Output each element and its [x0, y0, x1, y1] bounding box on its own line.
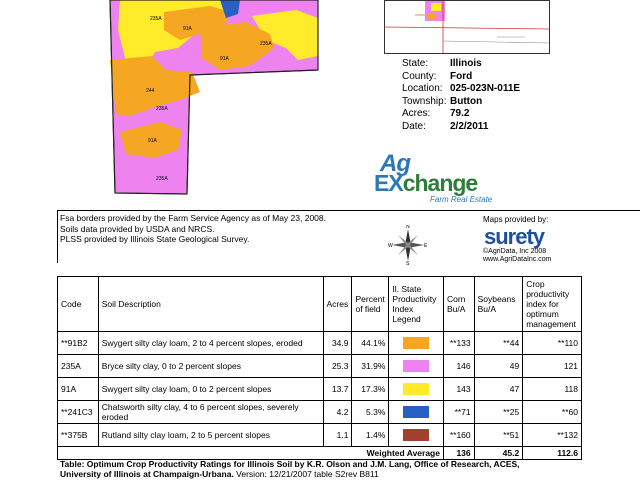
soil-table [57, 276, 582, 460]
cell-corn: **71 [443, 401, 474, 424]
table-caption: Table: Optimum Crop Productivity Ratings for Illinois Soil by K.R. Olson and J.M. Lang, Office of Research, ACES, University of Illinois at Champaign-Urbana. Version: 12/21/2007 table S2rev B811 [60, 459, 520, 479]
compass-e: E [424, 243, 428, 249]
cell-corn: 143 [443, 378, 474, 401]
cell-acres: 34.9 [323, 332, 352, 355]
header-description: Soil Description [98, 277, 323, 332]
map-label: 235A [156, 176, 168, 182]
legend-swatch [403, 429, 429, 441]
source-note: Fsa borders provided by the Farm Service Agency as of May 23, 2008. [60, 213, 326, 223]
cell-cpi: 121 [523, 355, 582, 378]
table-row [58, 378, 582, 401]
weighted-corn: 136 [443, 447, 474, 460]
header-percent: Percent of field [352, 277, 389, 332]
cell-description: Rutland silty clay loam, 2 to 5 percent slopes [98, 424, 323, 447]
header-soybeans: Soybeans Bu/A [474, 277, 523, 332]
cell-code: **375B [58, 424, 99, 447]
info-row-location: Location: 025-023N-011E [402, 83, 521, 94]
map-label: 235A [156, 106, 168, 112]
header-cpi: Crop productivity index for optimum management [523, 277, 582, 332]
header-legend: Il. State Productivity Index Legend [389, 277, 444, 332]
cell-acres: 1.1 [323, 424, 352, 447]
table-row [58, 424, 582, 447]
map-label: 235A [150, 16, 162, 22]
header-code: Code [58, 277, 99, 332]
cell-percent: 31.9% [352, 355, 389, 378]
location-info [402, 58, 520, 133]
info-row-acres: Acres: 79.2 [402, 108, 470, 119]
legend-swatch [403, 383, 429, 395]
cell-soybeans: **44 [474, 332, 523, 355]
surety-logo: Maps provided by: surety ©AgriData, Inc 2008 www.AgriDataInc.com [483, 215, 552, 263]
cell-cpi: **110 [523, 332, 582, 355]
table-row [58, 401, 582, 424]
map-label: 91A [220, 56, 229, 62]
header-acres: Acres [323, 277, 352, 332]
locator-map [384, 0, 550, 54]
cell-soybeans: 47 [474, 378, 523, 401]
map-label: 244 [146, 88, 155, 94]
cell-legend [389, 401, 444, 424]
table-row [58, 332, 582, 355]
cell-cpi: 118 [523, 378, 582, 401]
header-corn: Corn Bu/A [443, 277, 474, 332]
info-row-state: State: Illinois [402, 58, 482, 69]
cell-description: Swygert silty clay loam, 2 to 4 percent slopes, eroded [98, 332, 323, 355]
cell-acres: 25.3 [323, 355, 352, 378]
cell-cpi: **60 [523, 401, 582, 424]
cell-soybeans: 49 [474, 355, 523, 378]
soil-map [60, 0, 380, 205]
cell-acres: 13.7 [323, 378, 352, 401]
cell-code: 235A [58, 355, 99, 378]
map-label: 235A [260, 41, 272, 47]
cell-legend [389, 424, 444, 447]
cell-percent: 5.3% [352, 401, 389, 424]
cell-corn: 146 [443, 355, 474, 378]
cell-cpi: **132 [523, 424, 582, 447]
compass-n: N [406, 225, 410, 230]
cell-description: Chatsworth silty clay, 4 to 6 percent slopes, severely eroded [98, 401, 323, 424]
info-row-township: Township: Button [402, 95, 483, 107]
cell-code: **91B2 [58, 332, 99, 355]
cell-legend [389, 378, 444, 401]
weighted-cpi: 112.6 [523, 447, 582, 460]
compass-w: W [388, 243, 393, 249]
cell-soybeans: **25 [474, 401, 523, 424]
table-row [58, 355, 582, 378]
weighted-soybeans: 45.2 [474, 447, 523, 460]
cell-soybeans: **51 [474, 424, 523, 447]
source-notes-box [57, 210, 640, 263]
cell-percent: 44.1% [352, 332, 389, 355]
cell-code: 91A [58, 378, 99, 401]
cell-acres: 4.2 [323, 401, 352, 424]
weighted-average-row [58, 447, 582, 460]
cell-legend [389, 355, 444, 378]
cell-percent: 1.4% [352, 424, 389, 447]
weighted-average-label: Weighted Average [58, 447, 444, 460]
legend-swatch [403, 360, 429, 372]
agexchange-logo: Ag EXchange Farm Real Estate [374, 150, 493, 204]
compass-s: S [406, 261, 410, 265]
table-header-row [58, 277, 582, 332]
legend-swatch [403, 337, 429, 349]
map-label: 91A [183, 26, 192, 32]
info-row-date: Date: 2/2/2011 [402, 120, 489, 132]
cell-percent: 17.3% [352, 378, 389, 401]
cell-corn: **160 [443, 424, 474, 447]
map-label: 91A [148, 138, 157, 144]
info-row-county: County: Ford [402, 70, 473, 82]
legend-swatch [403, 406, 429, 418]
cell-legend [389, 332, 444, 355]
cell-code: **241C3 [58, 401, 99, 424]
compass-rose-icon [388, 225, 428, 265]
cell-corn: **133 [443, 332, 474, 355]
source-note: Soils data provided by USDA and NRCS. [60, 223, 215, 234]
source-note: PLSS provided by Illinois State Geological Survey. [60, 234, 250, 244]
cell-description: Bryce silty clay, 0 to 2 percent slopes [98, 355, 323, 378]
cell-description: Swygert silty clay loam, 0 to 2 percent slopes [98, 378, 323, 401]
